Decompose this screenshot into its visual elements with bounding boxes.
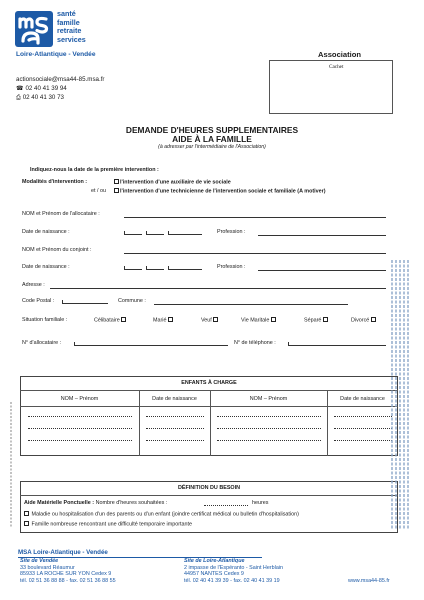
child-row-field[interactable] [146,416,204,417]
birth-day-field-2[interactable] [124,266,142,270]
phone-icon: ☎ [16,84,24,92]
besoin-option-famille[interactable] [24,521,192,528]
connector-label: et / ou [91,188,106,194]
situation-marie[interactable] [153,317,174,324]
option-label: Maladie ou hospitalisation d'un des parents ou d'un enfant (joindre certificat médical ou bulletin d'hospitalisation) [31,511,299,518]
profession-label: Profession : [217,229,246,235]
option-label: l'intervention d'une technicienne de l'intervention sociale et familiale (A motiver) [120,188,326,195]
checkbox[interactable] [323,317,328,322]
birth-year-field[interactable] [168,231,202,235]
form-title-2: AIDE À LA FAMILLE [172,134,252,144]
child-row-field[interactable] [146,440,204,441]
adresse-field[interactable] [50,288,386,289]
profession-field-2[interactable] [258,270,386,271]
msa-logo [15,11,53,47]
situation-label: Situation familiale : [22,317,68,323]
heures-field[interactable] [204,505,248,506]
besoin-title: DÉFINITION DU BESOIN [178,485,240,491]
allocataire-num-field[interactable] [74,342,228,346]
logo-line: famille [57,17,80,27]
brand-region: Loire-Atlantique - Vendée [16,51,96,58]
child-row-field[interactable] [334,416,392,417]
code-postal-field[interactable] [62,300,108,304]
birth-month-field-2[interactable] [146,266,164,270]
col-date-naissance: Date de naissance [152,396,197,402]
checkbox[interactable] [168,317,173,322]
telephone-field[interactable] [288,342,386,346]
site-name: Site de Vendée [20,558,59,564]
situation-celibataire[interactable] [94,317,127,324]
child-row-field[interactable] [28,440,132,441]
situation-vie-maritale[interactable] [241,317,277,324]
option-label: Marié [153,317,167,324]
option-label: l'intervention d'une auxiliaire de vie sociale [120,179,231,186]
checkbox[interactable] [371,317,376,322]
child-row-field[interactable] [334,428,392,429]
first-intervention-label: Indiquez-nous la date de la première intervention : [30,167,159,173]
side-legal-text [388,255,414,535]
site-address: 2 impasse de l'Espéranto - Saint Herblain [184,564,284,571]
conjoint-name-label: NOM et Prénom du conjoint : [22,247,92,253]
child-row-field[interactable] [217,416,321,417]
aide-text: Nombre d'heures souhaitées : [95,500,168,506]
adresse-label: Adresse : [22,282,45,288]
divider [20,406,398,407]
birth-date-label: Date de naissance : [22,229,70,235]
logo-tagline [57,10,86,44]
option-label: Famille nombreuse rencontrant une difficulté temporaire importante [31,521,193,528]
checkbox[interactable] [114,188,119,193]
aide-label: Aide Matérielle Ponctuelle : [24,500,95,506]
site-phone: tél. 02 40 41 39 39 - fax. 02 40 41 39 19 [184,577,280,584]
option-label: Vie Maritale [241,317,270,324]
birth-year-field-2[interactable] [168,266,202,270]
child-row-field[interactable] [334,440,392,441]
form-title: DEMANDE D'HEURES SUPPLEMENTAIRES [125,125,299,135]
fax-number: 02 40 41 30 73 [22,93,64,101]
checkbox[interactable] [24,521,29,526]
contact-block [16,76,104,102]
commune-field[interactable] [154,304,348,305]
allocataire-num-label: N° d'allocataire : [22,340,62,346]
child-row-field[interactable] [217,440,321,441]
child-row-field[interactable] [146,428,204,429]
telephone-label: N° de téléphone : [234,340,276,346]
heures-unit: heures [252,500,269,506]
logo-line: retraite [57,26,82,35]
allocataire-name-label: NOM et Prénom de l'allocataire : [22,211,100,217]
site-address: 33 boulevard Réaumur [20,564,75,571]
conjoint-name-field[interactable] [124,253,386,254]
option-label: Veuf [201,317,212,324]
children-title: ENFANTS À CHARGE [181,380,237,386]
site-city: 44957 NANTES Cedex 9 [184,571,244,578]
option-label: Célibataire [94,317,120,324]
cachet-label: Cachet [329,64,344,70]
checkbox[interactable] [271,317,276,322]
birth-date-label-2: Date de naissance : [22,264,70,270]
association-title: Association [318,50,362,59]
logo-line: services [57,34,86,44]
side-reference-marks [8,400,14,530]
checkbox[interactable] [213,317,218,322]
situation-veuf[interactable] [201,317,219,324]
footer-website[interactable]: www.msa44-85.fr [348,578,390,584]
col-nom-prenom: NOM – Prénom [60,396,99,402]
commune-label: Commune : [118,298,146,304]
child-row-field[interactable] [28,416,132,417]
situation-separe[interactable] [304,317,329,324]
contact-email[interactable]: actionsociale@msa44-85.msa.fr [16,76,105,83]
footer-site-loire [184,558,283,584]
divider [20,495,398,496]
checkbox[interactable] [114,179,119,184]
option-technicienne[interactable] [114,188,326,195]
checkbox[interactable] [121,317,126,322]
phone-number: 02 40 41 39 94 [25,84,67,92]
contact-fax [16,94,104,103]
child-row-field[interactable] [217,428,321,429]
profession-label-2: Profession : [217,264,246,270]
situation-divorce[interactable] [351,317,377,324]
site-phone: tél. 02 51 36 88 88 - fax. 02 51 36 88 55 [20,577,116,584]
modalites-label: Modalités d'intervention : [22,179,88,185]
option-label: Séparé [304,317,322,324]
site-city: 85933 LA ROCHE SUR YON Cedex 9 [20,571,112,578]
logo-line: santé [57,9,76,18]
birth-month-field[interactable] [146,231,164,235]
child-row-field[interactable] [28,428,132,429]
form-subtitle: (à adresser par l'intermédiaire de l'Association) [158,144,266,150]
profession-field[interactable] [258,235,386,236]
col-date-naissance-2: Date de naissance [340,396,385,402]
option-auxiliaire[interactable] [114,179,231,186]
footer-site-vendee [20,558,116,584]
site-name: Site de Loire-Atlantique [184,558,245,564]
code-postal-label: Code Postal : [22,298,55,304]
besoin-option-maladie[interactable] [24,511,299,518]
footer-title: MSA Loire-Atlantique - Vendée [18,549,108,556]
checkbox[interactable] [24,511,29,516]
option-label: Divorcé [351,317,370,324]
fax-icon: ⎙ [16,93,21,101]
contact-phone [16,85,104,94]
allocataire-name-field[interactable] [124,217,386,218]
aide-ponctuelle [24,500,167,506]
divider [20,390,398,391]
col-nom-prenom-2: NOM – Prénom [249,396,288,402]
birth-day-field[interactable] [124,231,142,235]
